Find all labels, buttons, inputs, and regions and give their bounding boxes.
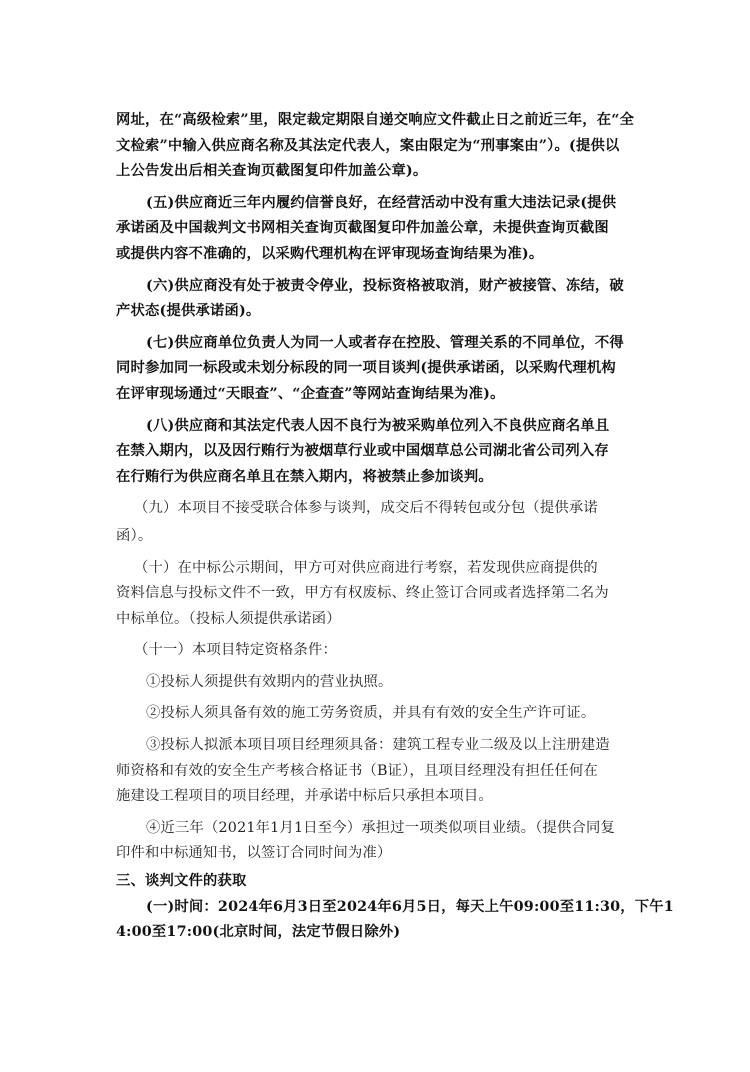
text-line: 资料信息与投标文件不一致，甲方有权废标、终止签订合同或者选择第二名为 [116, 585, 609, 602]
clause-5-start: (五)供应商近三年内履约信誉良好，在经营活动中没有重大违法记录(提供 [146, 194, 617, 211]
clause-9-start: （九）本项目不接受联合体参与谈判，成交后不得转包或分包（提供承诺 [134, 500, 598, 517]
text-line: 承诺函及中国裁判文书网相关查询页截图复印件加盖公章，未提供查询页截图 [116, 220, 609, 237]
requirement-4-start: ④近三年（2021年1月1日至今）承担过一项类似项目业绩。（提供合同复 [146, 819, 616, 836]
clause-11-heading: （十一）本项目特定资格条件： [134, 642, 337, 659]
text-line: 产状态(提供承诺函)。 [116, 303, 261, 320]
clause-8-start: (八)供应商和其法定代表人因不良行为被采购单位列入不良供应商名单且 [146, 417, 610, 434]
clause-7-start: (七)供应商单位负责人为同一人或者存在控股、管理关系的不同单位，不得 [146, 334, 624, 351]
text-line: 在禁入期内，以及因行贿行为被烟草行业或中国烟草总公司湖北省公司列入存 [116, 443, 609, 460]
text-line: 中标单位。（投标人须提供承诺函） [116, 610, 341, 627]
acquisition-time-start: (一)时间：2024年6月3日至2024年6月5日，每天上午09:00至11:30，下午1 [146, 898, 674, 915]
text-line: 在评审现场通过“天眼查”、“企查查”等网站查询结果为准)。 [116, 385, 505, 402]
text-line: 4:00至17:00(北京时间，法定节假日除外) [116, 924, 401, 941]
text-line: 师资格和有效的安全生产考核合格证书（B证），且项目经理没有担任任何在 [116, 762, 598, 779]
text-line: 或提供内容不准确的，以采购代理机构在评审现场查询结果为准)。 [116, 245, 544, 262]
text-line: 同时参加同一标段或未划分标段的同一项目谈判(提供承诺函，以采购代理机构 [116, 360, 616, 377]
text-line: 在行贿行为供应商名单且在禁入期内，将被禁止参加谈判。 [116, 468, 493, 485]
requirement-1: ①投标人须提供有效期内的营业执照。 [146, 673, 393, 690]
text-line: 上公告发出后相关查询页截图复印件加盖公章)。 [116, 163, 428, 180]
text-line: 函）。 [116, 527, 153, 544]
document-body [116, 108, 674, 946]
requirement-3-start: ③投标人拟派本项目项目经理须具备：建筑工程专业二级及以上注册建造 [146, 737, 610, 754]
clause-6-start: (六)供应商没有处于被责令停业，投标资格被取消，财产被接管、冻结，破 [146, 277, 624, 294]
clause-10-start: （十）在中标公示期间，甲方可对供应商进行考察，若发现供应商提供的 [134, 559, 598, 576]
text-line: 印件和中标通知书，以签订合同时间为准） [116, 845, 392, 862]
section-3-heading: 三、谈判文件的获取 [116, 873, 247, 890]
text-line: 文检索”中输入供应商名称及其法定代表人，案由限定为“刑事案由”）。(提供以 [116, 137, 620, 154]
text-line: 网址，在“高级检索”里，限定裁定期限自递交响应文件截止日之前近三年，在“全 [116, 112, 635, 128]
text-line: 施建设工程项目的项目经理，并承诺中标后只承担本项目。 [116, 788, 493, 805]
requirement-2: ②投标人须具备有效的施工劳务资质，并具有有效的安全生产许可证。 [146, 705, 596, 722]
